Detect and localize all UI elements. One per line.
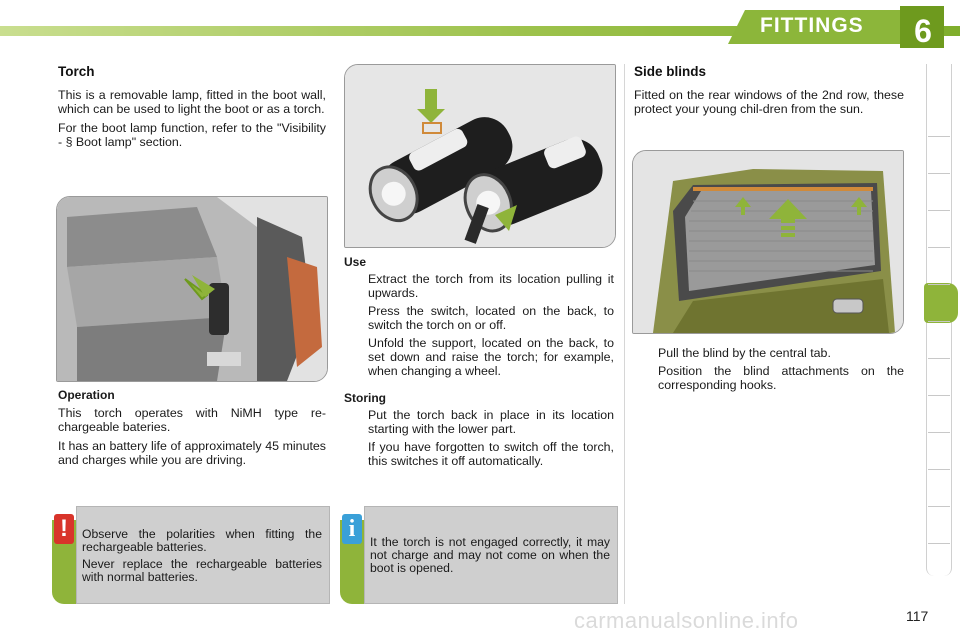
warning-icon: !: [54, 514, 74, 544]
storing-list-wrap: [344, 408, 614, 474]
list-item-text: Pull the blind by the central tab.: [658, 346, 831, 360]
list-item-extra-text: If you have forgotten to switch off the torch, this switches it off automatically.: [368, 440, 614, 468]
info-note: [340, 506, 618, 604]
operation-paragraph: It has an battery life of approximately 45 minutes and charges while you are driving.: [58, 439, 326, 467]
list-item-text: Unfold the support, located on the back, to set down and raise the torch; for example, when changing a wheel.: [368, 336, 614, 378]
chapter-title: FITTINGS: [760, 14, 864, 37]
list-item-text: Put the torch back in place in its location starting with the lower part.: [368, 408, 614, 436]
warning-paragraph: Never replace the rechargeable batteries with normal batteries.: [82, 557, 322, 584]
storing-title: Storing: [344, 391, 386, 405]
list-item: [344, 272, 614, 300]
warning-note: [52, 506, 330, 604]
side-blinds-list: [634, 346, 904, 392]
list-item: [344, 304, 614, 332]
list-item: [634, 364, 904, 392]
operation-title: Operation: [58, 388, 115, 402]
warning-paragraph: Observe the polarities when fitting the rechargeable batteries.: [82, 527, 322, 554]
operation-paragraph: This torch operates with NiMH type re-chargeable bateries.: [58, 406, 326, 434]
side-blinds-intro: Fitted on the rear windows of the 2nd row, these protect your young chil-dren from the sun.: [634, 88, 904, 116]
torch-intro: [58, 88, 326, 154]
page-number: 117: [906, 608, 929, 624]
storing-list: [344, 408, 614, 468]
list-item-text: Press the switch, located on the back, to switch the torch on or off.: [368, 304, 614, 332]
torch-paragraph: For the boot lamp function, refer to the "Visibility - § Boot lamp" section.: [58, 121, 326, 149]
side-blinds-title: Side blinds: [634, 64, 707, 79]
side-blinds-list-wrap: [634, 346, 904, 398]
torch-drawing: [345, 65, 615, 247]
warning-note-text: [82, 528, 322, 588]
side-blind-illustration: [632, 150, 904, 334]
watermark: carmanualsonline.info: [574, 608, 799, 633]
use-title: Use: [344, 255, 367, 269]
list-item-text: Position the blind attachments on the corresponding hooks.: [658, 364, 904, 392]
info-icon: i: [342, 514, 362, 544]
operation-text: [58, 406, 326, 472]
column-divider: [624, 64, 625, 604]
boot-lamp-illustration: [56, 196, 328, 382]
torch-illustration: [344, 64, 616, 248]
info-note-text: It the torch is not engaged correctly, it may not charge and may not come on when the boot is opened.: [370, 535, 610, 575]
list-item: [344, 408, 614, 468]
use-list-wrap: [344, 272, 614, 384]
use-list: [344, 272, 614, 378]
boot-interior-drawing: [57, 197, 327, 381]
list-item: [634, 346, 904, 360]
torch-paragraph: This is a removable lamp, fitted in the boot wall, which can be used to light the boot or as a torch.: [58, 88, 326, 116]
torch-title: Torch: [58, 64, 95, 79]
chapter-number: 6: [914, 13, 932, 49]
list-item-text: Extract the torch from its location pulling it upwards.: [368, 272, 614, 300]
list-item: [344, 336, 614, 378]
chapter-tab-dividers: [928, 100, 950, 560]
rear-door-drawing: [633, 151, 903, 333]
